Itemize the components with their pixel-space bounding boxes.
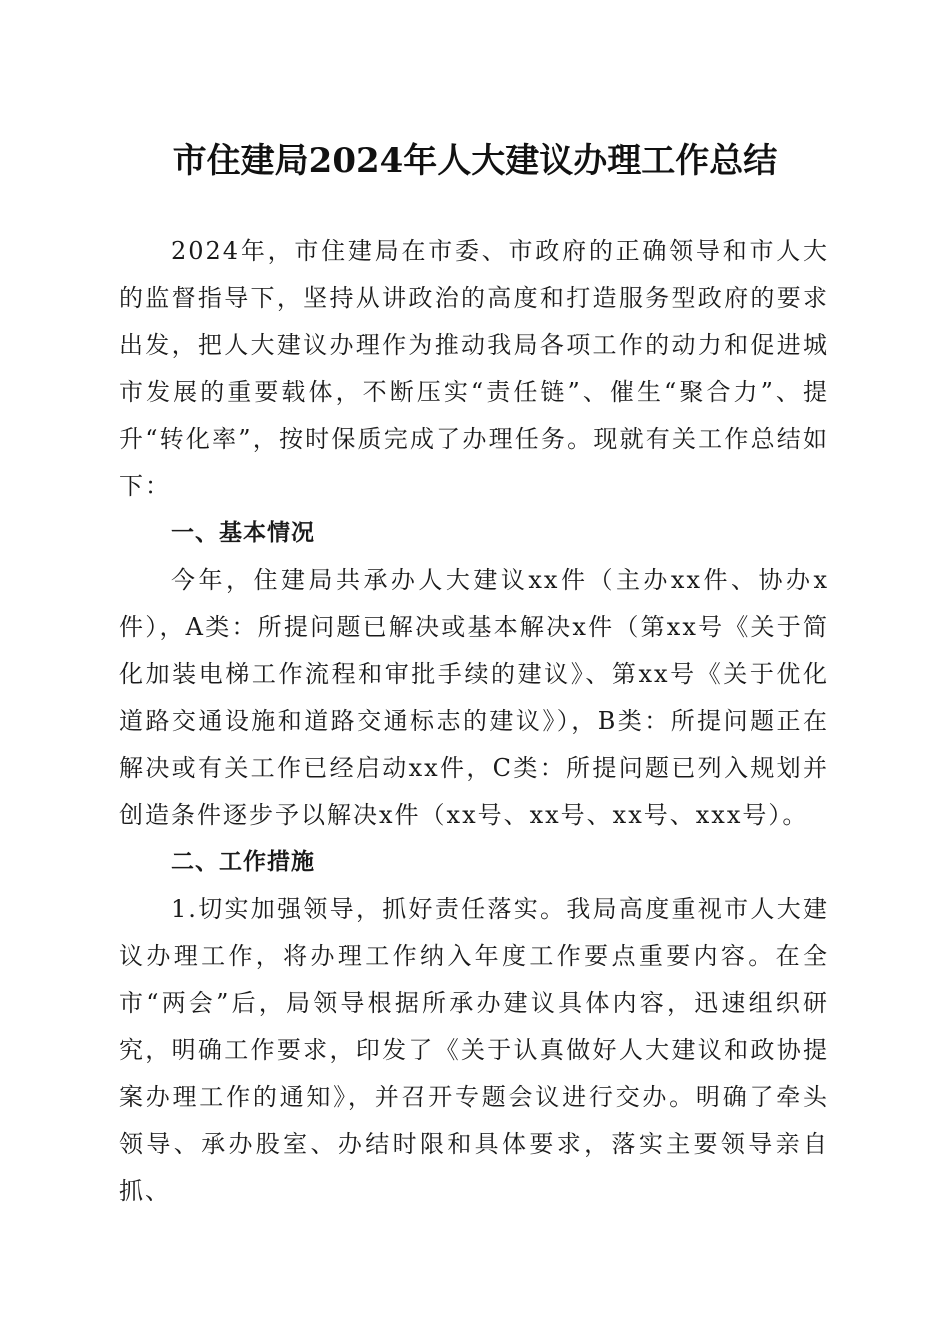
intro-paragraph: 2024年，市住建局在市委、市政府的正确领导和市人大的监督指导下，坚持从讲政治的高度和打造服务型政府的要求出发，把人大建议办理作为推动我局各项工作的动力和促进城市发展的重要载体，不断压实“责任链”、催生“聚合力”、提升“转化率”，按时保质完成了办理任务。现就有关工作总结如下： [119, 237, 829, 500]
document-body [119, 228, 829, 1215]
document-title: 市住建局2024年人大建议办理工作总结 [172, 141, 778, 181]
section-heading-work-measures: 二、工作措施 [171, 849, 315, 875]
work-measures-paragraph: 1.切实加强领导，抓好责任落实。我局高度重视市人大建议办理工作，将办理工作纳入年度工作要点重要内容。在全市“两会”后，局领导根据所承办建议具体内容，迅速组织研究，明确工作要求，印发了《关于认真做好人大建议和政协提案办理工作的通知》，并召开专题会议进行交办。明确了牵头领导、承办股室、办结时限和具体要求，落实主要领导亲自抓、 [119, 895, 829, 1205]
section-heading-basic-situation: 一、基本情况 [171, 520, 315, 546]
basic-situation-paragraph: 今年，住建局共承办人大建议xx件（主办xx件、协办x件），A类：所提问题已解决或基本解决x件（第xx号《关于简化加装电梯工作流程和审批手续的建议》、第xx号《关于优化道路交通设施和道路交通标志的建议》），B类：所提问题正在解决或有关工作已经启动xx件，C类：所提问题已列入规划并创造条件逐步予以解决x件（xx号、xx号、xx号、xxx号）。 [119, 566, 829, 829]
